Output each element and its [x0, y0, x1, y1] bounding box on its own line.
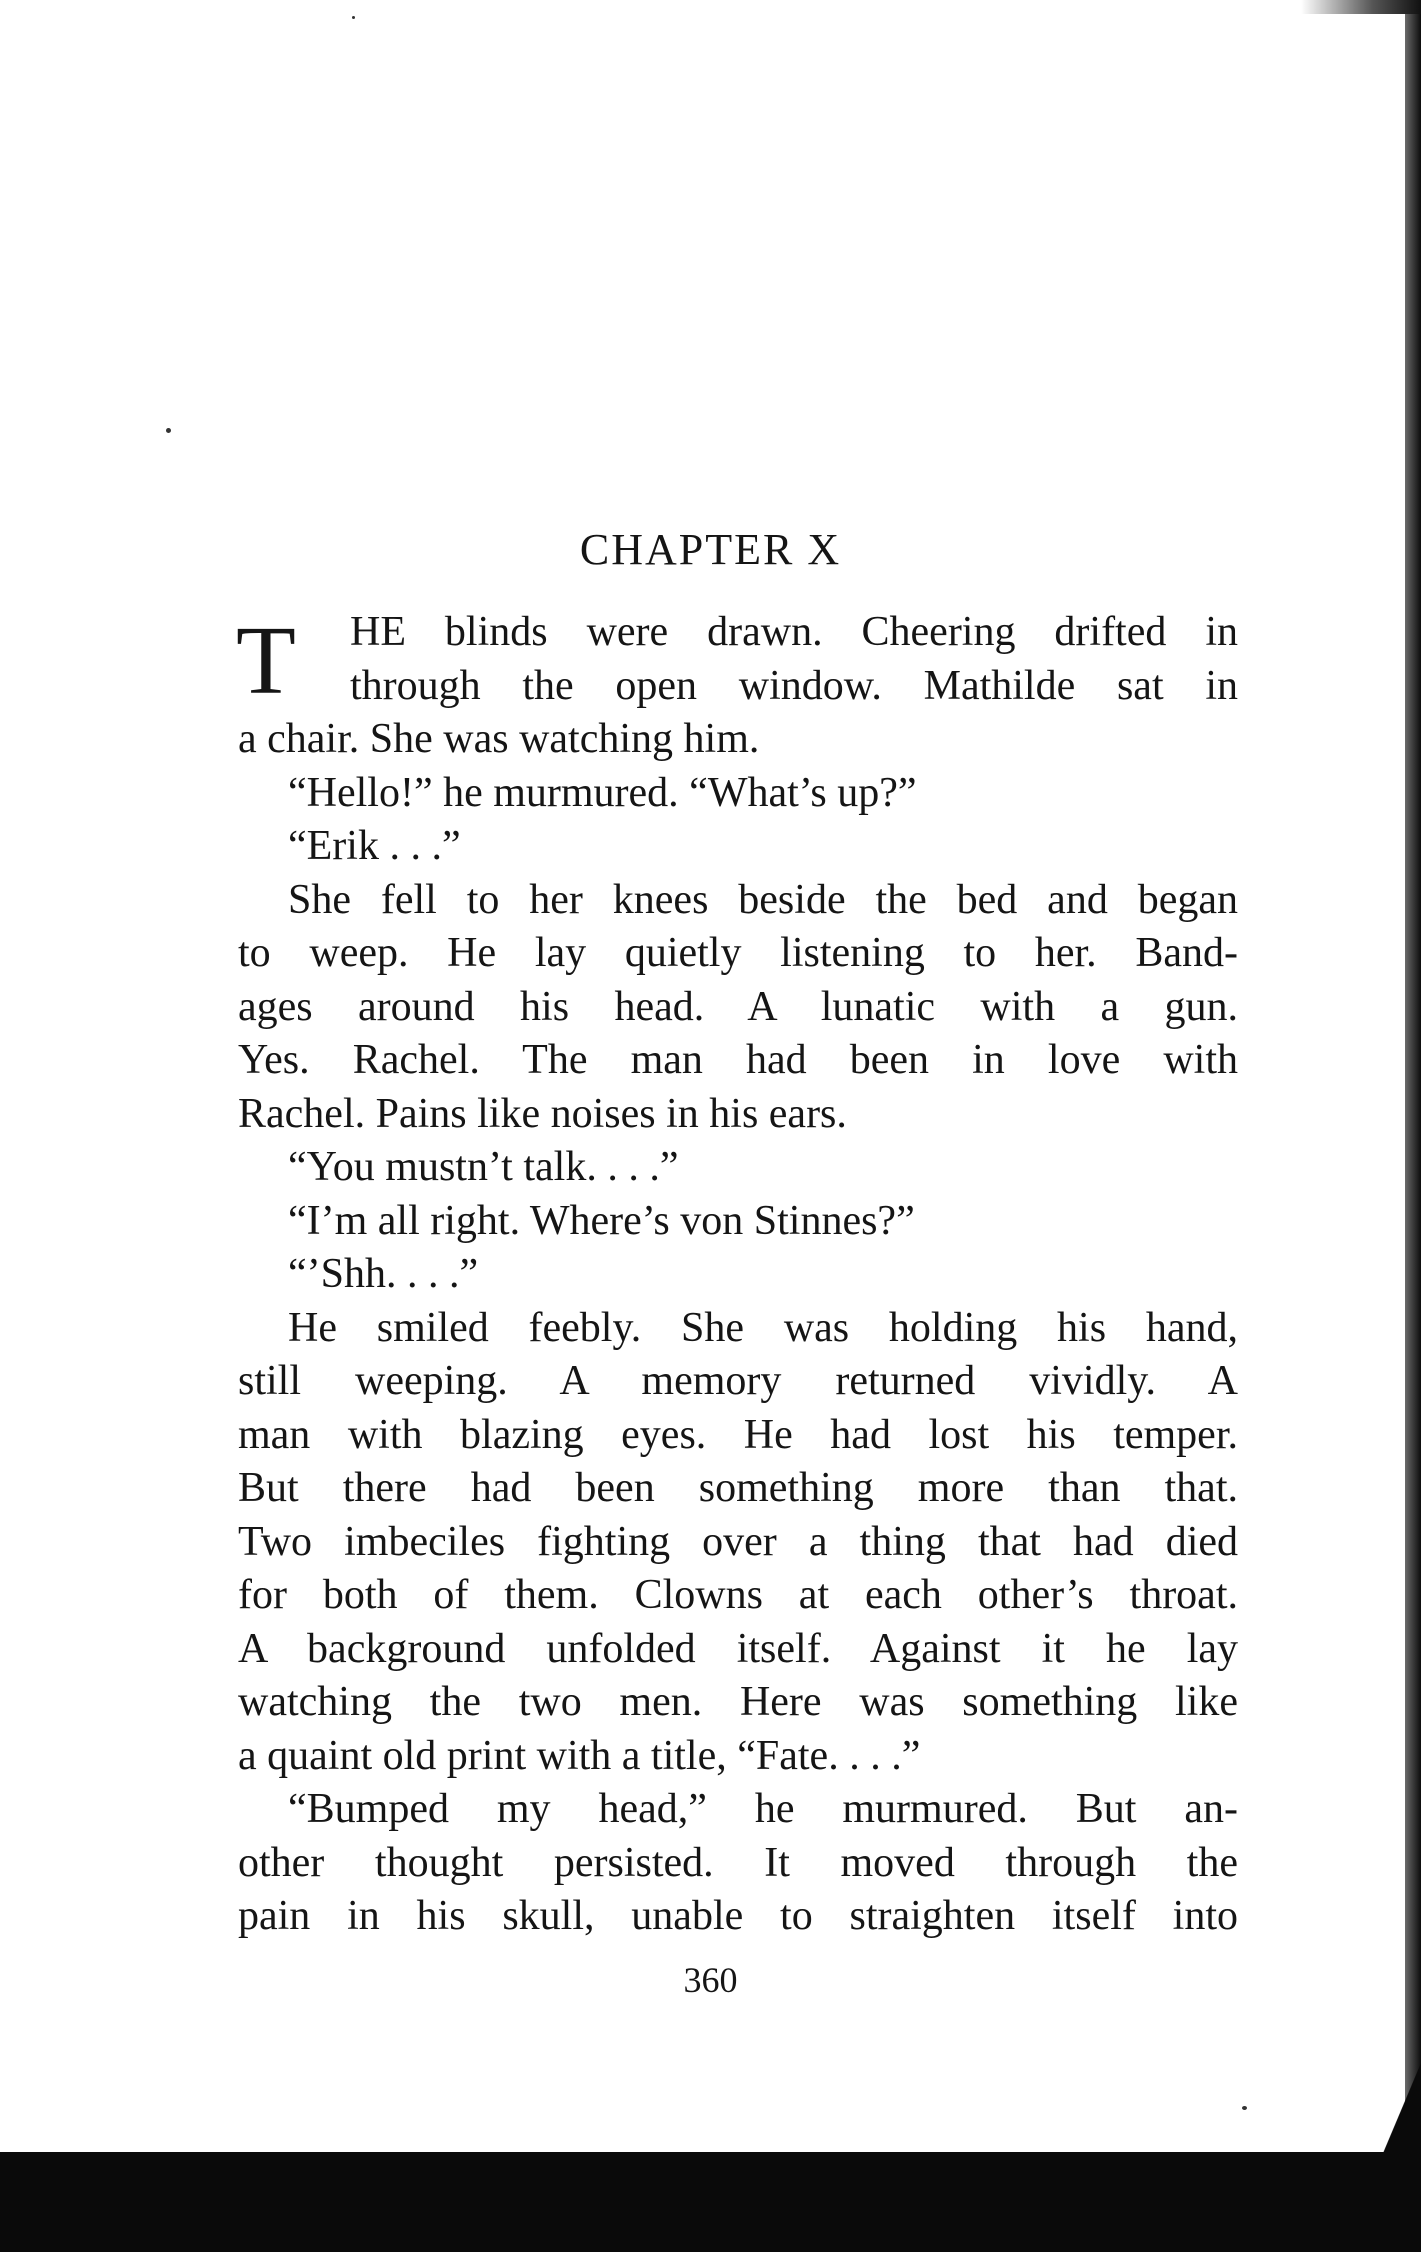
text-line: through the open window. Mathilde sat in — [350, 662, 1238, 709]
drop-cap: T — [236, 607, 296, 715]
text-line: Yes. Rachel. The man had been in love with — [238, 1037, 1238, 1083]
page-number: 360 — [683, 1960, 738, 2000]
text-line: “Bumped my head,” he murmured. But an- — [288, 1786, 1238, 1832]
scan-speck — [352, 16, 355, 19]
text-line: other thought persisted. It moved through the — [238, 1839, 1238, 1886]
text-line: a quaint old print with a title, “Fate. . . .” — [238, 1732, 921, 1779]
page-edge-shadow — [1405, 0, 1421, 2252]
scan-speck — [166, 428, 171, 433]
scan-speck — [1242, 2106, 1247, 2110]
text-line: She fell to her knees beside the bed and began — [288, 876, 1238, 923]
text-line: Rachel. Pains like noises in his ears. — [238, 1090, 847, 1137]
text-line: Two imbeciles fighting over a thing that had died — [238, 1518, 1238, 1565]
text-line: A background unfolded itself. Against it he lay — [238, 1625, 1238, 1672]
text-line: “’Shh. . . .” — [288, 1251, 479, 1297]
text-line: man with blazing eyes. He had lost his temper. — [238, 1411, 1238, 1458]
text-line: to weep. He lay quietly listening to her. Band- — [238, 930, 1238, 976]
chapter-heading: CHAPTER X — [579, 525, 842, 574]
text-line: “Erik . . .” — [288, 823, 461, 869]
page-corner-shadow — [1301, 0, 1421, 14]
text-line: “I’m all right. Where’s von Stinnes?” — [288, 1197, 915, 1244]
scan-bottom-band — [0, 2152, 1421, 2252]
scan-wedge — [1381, 2062, 1421, 2157]
text-line: “You mustn’t talk. . . .” — [288, 1144, 679, 1190]
text-line: “Hello!” he murmured. “What’s up?” — [288, 769, 917, 816]
text-line: a chair. She was watching him. — [238, 716, 760, 762]
text-line: watching the two men. Here was something like — [238, 1679, 1238, 1725]
text-line: for both of them. Clowns at each other’s throat. — [238, 1572, 1238, 1618]
text-line: But there had been something more than that. — [238, 1465, 1238, 1511]
text-line: He smiled feebly. She was holding his hand, — [288, 1304, 1238, 1351]
text-line: still weeping. A memory returned vividly. A — [238, 1358, 1238, 1404]
body-text — [238, 606, 1238, 1944]
text-line: pain in his skull, unable to straighten itself into — [238, 1893, 1238, 1939]
text-line: HE blinds were drawn. Cheering drifted in — [350, 609, 1238, 655]
text-line: ages around his head. A lunatic with a gun. — [238, 983, 1238, 1030]
